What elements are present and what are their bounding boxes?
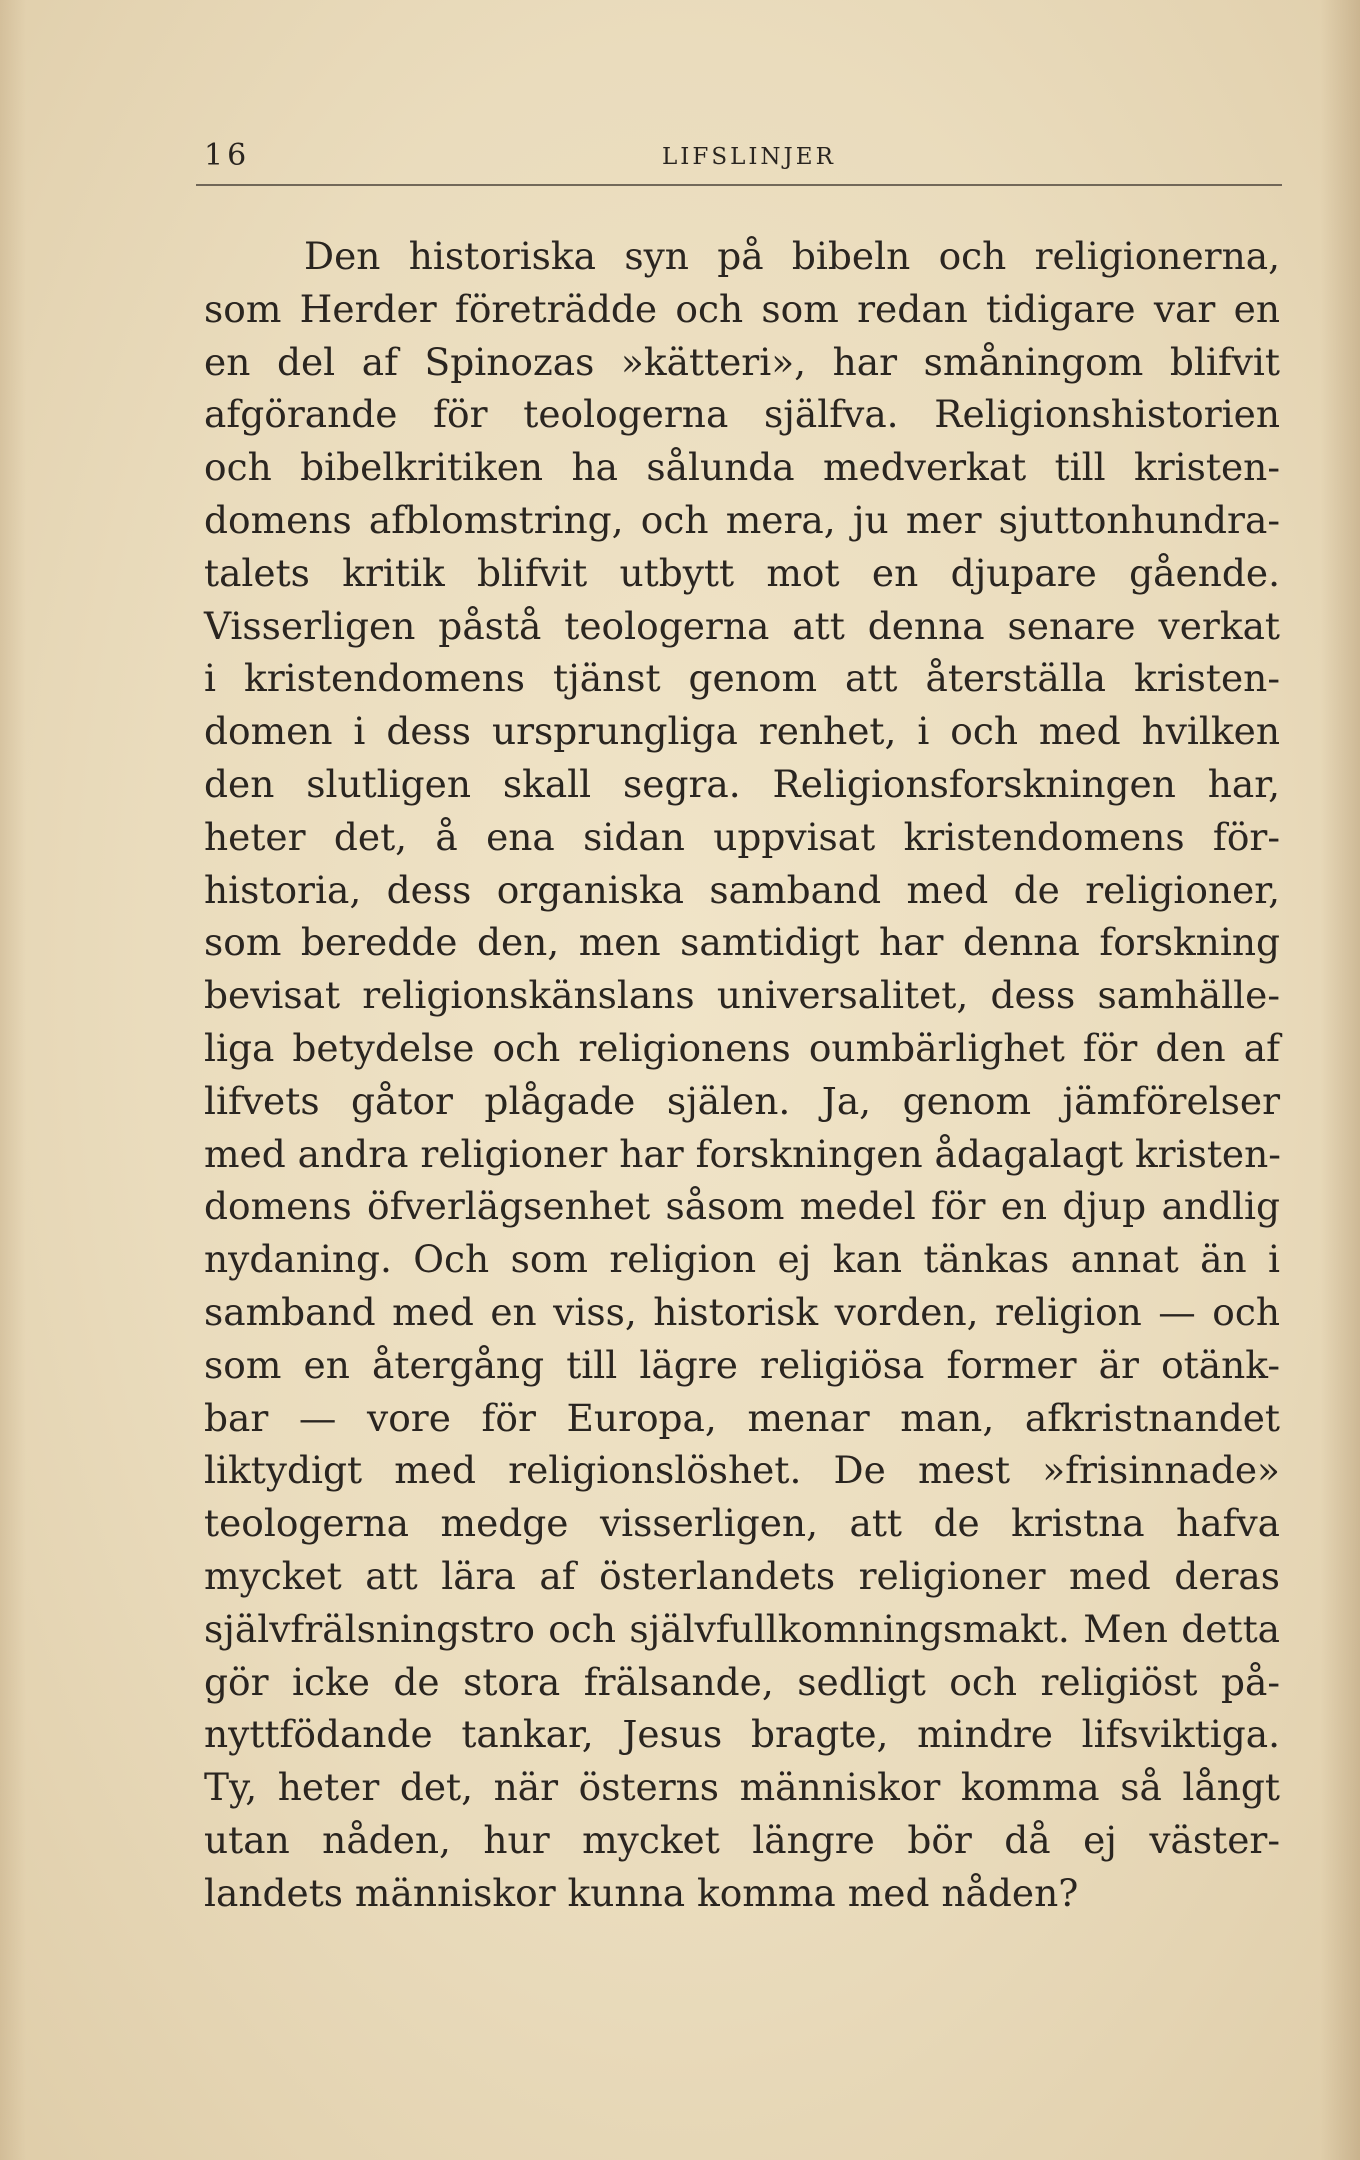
body-text (204, 230, 1280, 1920)
text-line: liktydigt med religionslöshet. De mest »frisinnade» (204, 1448, 1280, 1493)
text-line: lifvets gåtor plågade själen. Ja, genom jämförelser (204, 1078, 1280, 1123)
text-line: som Herder företrädde och som redan tidigare var en (204, 286, 1280, 331)
text-line: domen i dess ursprungliga renhet, i och med hvilken (204, 709, 1280, 754)
text-line: gör icke de stora frälsande, sedligt och religiöst på- (204, 1659, 1280, 1704)
text-line: och bibelkritiken ha sålunda medverkat till kristen- (204, 445, 1280, 490)
text-line: landets människor kunna komma med nåden? (204, 1870, 1079, 1915)
text-line: i kristendomens tjänst genom att återställa kristen- (204, 656, 1280, 701)
text-line: självfrälsningstro och självfullkomningsmakt. Men detta (204, 1606, 1280, 1651)
text-line: afgörande för teologerna själfva. Religionshistorien (204, 392, 1280, 437)
text-line: nydaning. Och som religion ej kan tänkas annat än i (204, 1237, 1280, 1282)
text-line: mycket att lära af österlandets religioner med deras (204, 1553, 1280, 1598)
text-line: med andra religioner har forskningen ådagalagt kristen- (204, 1131, 1281, 1176)
text-line: den slutligen skall segra. Religionsforskningen har, (204, 761, 1280, 806)
text-line: domens öfverlägsenhet såsom medel för en djup andlig (204, 1184, 1280, 1229)
text-line: samband med en viss, historisk vorden, religion — och (204, 1289, 1280, 1334)
page-edge-shadow-right (1320, 0, 1360, 2160)
text-line: bar — vore för Europa, menar man, afkristnandet (204, 1395, 1280, 1440)
text-line: Den historiska syn på bibeln och religionerna, (304, 234, 1280, 278)
page-header (204, 136, 1280, 176)
text-line: teologerna medge visserligen, att de kristna hafva (204, 1501, 1280, 1546)
text-line: Ty, heter det, när österns människor komma så långt (204, 1765, 1280, 1810)
text-line: heter det, å ena sidan uppvisat kristendomens för- (204, 814, 1280, 859)
text-line: domens afblomstring, och mera, ju mer sjuttonhundra- (204, 497, 1280, 542)
text-line: som en återgång till lägre religiösa former är otänk- (204, 1342, 1280, 1387)
page-edge-shadow-left (0, 0, 26, 2160)
text-line: en del af Spinozas »kätteri», har småningom blifvit (204, 339, 1280, 384)
page-number: 16 (204, 138, 251, 173)
text-line: som beredde den, men samtidigt har denna forskning (204, 920, 1280, 965)
text-line: talets kritik blifvit utbytt mot en djupare gående. (204, 550, 1280, 595)
running-head: LIFSLINJER (662, 144, 836, 170)
text-line: bevisat religionskänslans universalitet, dess samhälle- (204, 973, 1280, 1018)
text-line: Visserligen påstå teologerna att denna senare verkat (204, 603, 1280, 648)
text-line: historia, dess organiska samband med de religioner, (204, 867, 1280, 912)
text-line: utan nåden, hur mycket längre bör då ej väster- (204, 1817, 1280, 1862)
header-rule (196, 184, 1282, 186)
text-line: liga betydelse och religionens oumbärlighet för den af (204, 1025, 1280, 1070)
text-line: nyttfödande tankar, Jesus bragte, mindre lifsviktiga. (204, 1712, 1280, 1757)
